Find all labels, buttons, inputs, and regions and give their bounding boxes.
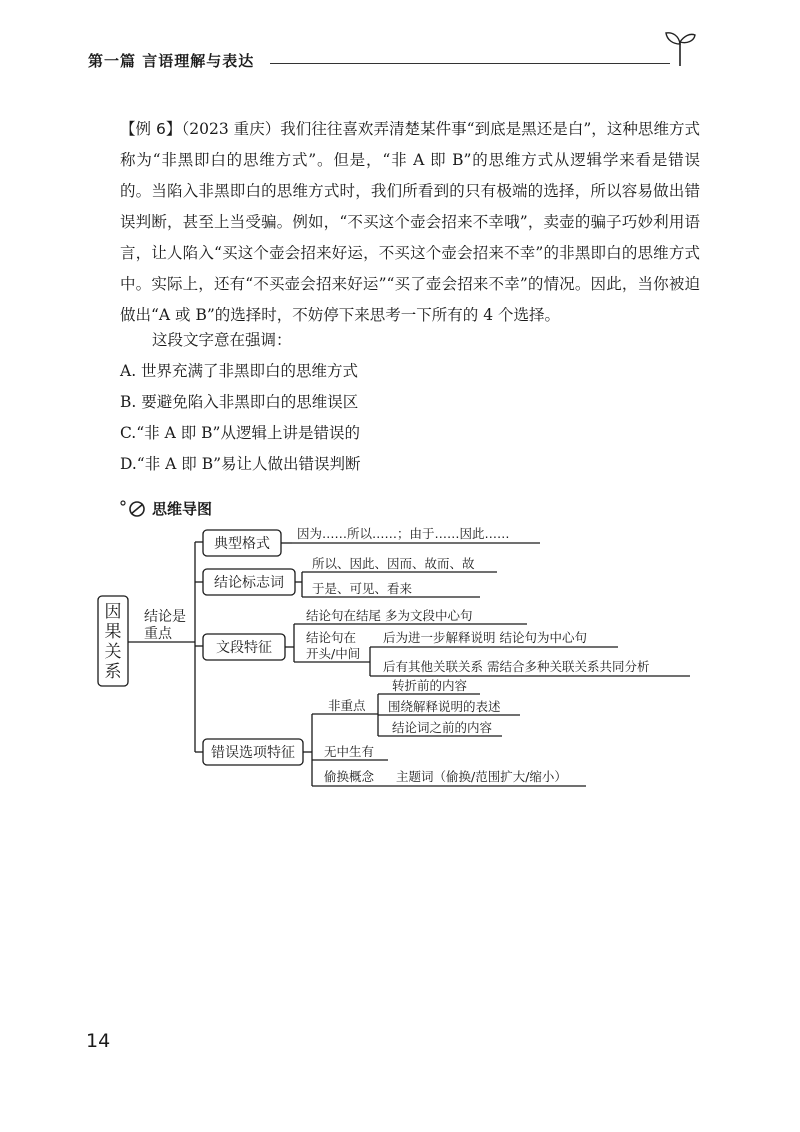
example-source: （2023 重庆） (181, 120, 281, 138)
non-key-leaf: 围绕解释说明的表述 (388, 699, 501, 714)
branch-paragraph-features: 文段特征 (216, 640, 272, 656)
conclusion-word-leaf: 所以、因此、因而、故而、故 (312, 556, 475, 571)
example-body: 我们往往喜欢弄清楚某件事“到底是黑还是白”，这种思维方式称为“非黑即白的思维方式”。但是，“非 A 即 B”的思维方式从逻辑学来看是错误的。当陷入非黑即白的思维方式时，我们所看到的只有极端的选择，所以容易做出错误判断，甚至上当受骗。例如，“不买这个壶会招来不幸哦”，卖壶的骗子巧妙利用语言，让人陷入“买这个壶会招来好运，不买这个壶会招来不幸”的非黑即白的思维方式中。实际上，还有“不买壶会招来好运”“买了壶会招来不幸”的情况。因此，当你被迫做出“A 或 B”的选择时，不妨停下来思考一下所有的 4 个选择。 (120, 120, 701, 324)
wrong-concept-swap-detail: 主题词（偷换/范围扩大/缩小） (396, 769, 567, 784)
level1-line-2: 重点 (144, 626, 172, 642)
non-key-leaf: 转折前的内容 (392, 678, 468, 693)
paragraph-mid-leaf-2: 后有其他关联关系 需结合多种关联关系共同分析 (383, 659, 650, 674)
paragraph-mid-leaf-1: 后为进一步解释说明 结论句为中心句 (383, 630, 587, 645)
example-label: 【例 6】 (120, 120, 182, 138)
branch-typical-format: 典型格式 (214, 536, 270, 552)
root-char-3: 关 (104, 642, 122, 662)
wrong-non-key: 非重点 (328, 698, 366, 713)
paragraph-mid-label-1: 结论句在 (306, 630, 357, 645)
non-key-leaf: 结论词之前的内容 (392, 720, 493, 735)
question-stem: 这段文字意在强调： (152, 331, 292, 349)
chapter-header: 第一篇 言语理解与表达 (88, 52, 255, 70)
wrong-concept-swap: 偷换概念 (324, 769, 375, 784)
branch-conclusion-words: 结论标志词 (214, 575, 284, 591)
option-a: A. 世界充满了非黑即白的思维方式 (120, 362, 359, 380)
mindmap-title: 思维导图 (152, 500, 213, 518)
page-number: 14 (86, 1030, 111, 1052)
conclusion-word-leaf: 于是、可见、看来 (312, 581, 413, 596)
option-b: B. 要避免陷入非黑即白的思维误区 (120, 393, 359, 411)
option-d: D.“非 A 即 B”易让人做出错误判断 (120, 455, 361, 473)
branch-wrong-options: 错误选项特征 (211, 745, 295, 761)
root-char-1: 因 (104, 602, 122, 622)
paragraph-mid-label-2: 开头/中间 (306, 646, 361, 661)
root-char-2: 果 (104, 622, 122, 642)
wrong-fabricated: 无中生有 (324, 744, 375, 759)
option-c: C.“非 A 即 B”从逻辑上讲是错误的 (120, 424, 360, 442)
root-char-4: 系 (104, 662, 122, 682)
typical-format-leaf: 因为……所以……；由于……因此…… (297, 526, 510, 541)
paragraph-leaf-end: 结论句在结尾 多为文段中心句 (306, 608, 473, 623)
level1-line-1: 结论是 (144, 609, 186, 625)
